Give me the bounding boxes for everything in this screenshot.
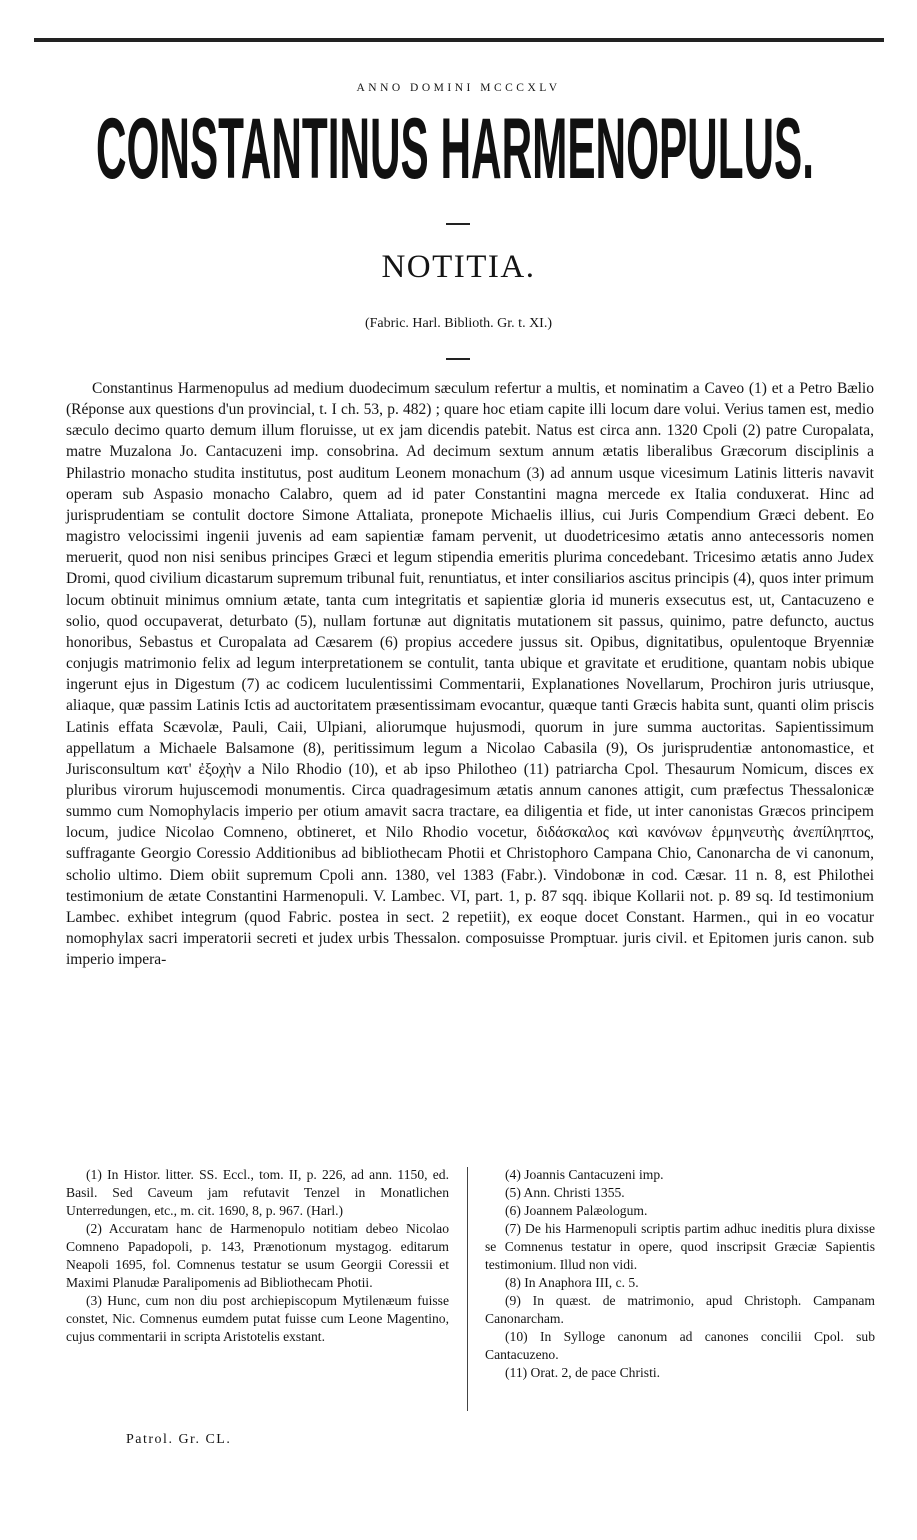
footnote-7: (7) De his Harmenopuli scriptis partim adhuc ineditis plura dixisse se Comnenus testatur in opere, quod inscripsit Græciæ Sapientis testimonium. Illud non vidi.	[485, 1221, 875, 1272]
top-rule	[34, 38, 884, 42]
footnotes-left-column	[66, 1166, 449, 1346]
footnote-11: (11) Orat. 2, de pace Christi.	[505, 1365, 661, 1380]
footnote-8: (8) In Anaphora III, c. 5.	[505, 1275, 639, 1290]
ornament-dash-2	[446, 358, 470, 360]
footnote-column-divider	[467, 1167, 468, 1411]
footnote-6: (6) Joannem Palæologum.	[505, 1203, 648, 1218]
footnote-5: (5) Ann. Christi 1355.	[505, 1185, 625, 1200]
main-title-text: CONSTANTINUS HARMENOPULUS.	[96, 101, 814, 190]
footnote-10: (10) In Sylloge canonum ad canones concilii Cpol. sub Cantacuzeno.	[485, 1329, 875, 1362]
footnote-9: (9) In quæst. de matrimonio, apud Christoph. Campanam Canonarcham.	[485, 1293, 875, 1326]
main-title	[96, 100, 821, 190]
body-paragraph: Constantinus Harmenopulus ad medium duodecimum sæculum refertur a multis, et nominatim a Caveo (1) et a Petro Bælio (Réponse aux questions d'un provincial, t. I ch. 53, p. 482) ; quare hoc etiam capite illi locum dare volui. Verius tamen est, medio sæculo decimo quarto demum illum floruisse, ut ex jam dicendis patebit. Natus est circa ann. 1320 Cpoli (2) patre Curopalata, matre Muzalona Jo. Cantacuzeni imp. consobrina. Ad decimum sextum annum ætatis liberalibus Græcorum disciplinis a Philastrio monacho studita institutus, post auditum Leonem monachum (3) ad annum usque vicesimum Latinis litteris navavit operam sub Aspasio monacho Calabro, quem ad id pater Constantini magna mercede ex Italia conduxerat. Hinc ad jurisprudentiam se contulit doctore Simone Attaliata, pronepote Michaelis illius, cui Juris Compendium Græci debent. Eo magistro velocissimi ingenii juvenis ad eam sapientiæ famam pervenit, ut duodetricesimo ætatis anno antecessoris nomen meruerit, quod non nisi senibus principes Græci et legum stipendia emeritis plurima concedebant. Tricesimo ætatis anno Judex Dromi, quod civilium dicastarum supremum tribunal fuit, renuntiatus, et inter consiliarios ascitus principis (4), quos inter primum locum obtinuit minimus omnium ætate, tanta cum integritatis et sapientiæ gloria id muneris exsecutus est, ut, Cantacuzeno e solio, quod occupaverat, deturbato (5), nullam fortunæ aut dignitatis mutationem sit passus, quinimo, patre defuncto, auctus honoribus, Sebastus et Curopalata ad Cæsarem (6) propius accedere jussus sit. Opibus, dignitatibus, opulentoque Bryenniæ conjugis matrimonio felix ad legum interpretationem se contulit, tanta ubique et gravitate et eruditione, quantam nobis ubique ingerunt ejus in Digestum (7) ac codicem luculentissimi Commentarii, Explanationes Novellarum, Prochiron juris utriusque, aliaque, quæ passim Latinis Ictis ad auctoritatem præsentissimam evocantur, quæque tanti Græcis habita sunt, quanti olim priscis Latinis effata Scævolæ, Pauli, Caii, Ulpiani, aliorumque hujusmodi, quorum in jure summa auctoritas. Sapientissimum appellatum a Michaele Balsamone (8), peritissimum legum a Nicolao Cabasila (9), Os jurisprudentiæ antonomastice, et Jurisconsultum κατ' ἐξοχὴν a Nilo Rhodio (10), et ab ipso Philotheo (11) patriarcha Cpol. Thesaurum Nomicum, disces ex pluribus virorum hujuscemodi monumentis. Circa quadragesimum ætatis annum canones attigit, cum præfectus Thessalonicæ summo cum Nomophylacis imperio per otium amavit sacra tractare, ea diligentia et fide, ut inter canonistas Græcos principem locum, judice Nicolao Comneno, obtineret, et Nilo Rhodio vocetur, διδάσκαλος καὶ κανόνων ἑρμηνευτὴς ἀνεπίληπτος, suffragante Georgio Coressio Additionibus ad bibliothecam Photii et Christophoro Campana Chio, Canonarcha de vi canonum, scholio ultimo. Diem obiit supremum Cpoli ann. 1380, vel 1383 (Fabr.). Vindobonæ in cod. Cæsar. 11 n. 8, est Philothei testimonium de ætate Constantini Harmenopuli. V. Lambec. VI, part. 1, p. 87 sqq. ibique Kollarii not. p. 89 sq. Id testimonium Lambec. exhibet integrum (quod Fabric. postea in sect. 2 repetiit), ex eoque docet Constant. Harmen., qui in eo vocatur nomophylax sacri imperatorii secreti et judex urbis Thessalon. composuisse Promptuar. juris civil. et Epitomen juris canon. sub imperio impera-	[66, 380, 874, 969]
section-heading: NOTITIA.	[381, 249, 536, 285]
anno-domini-line: ANNO DOMINI MCCCXLV	[356, 82, 561, 94]
signature-mark: Patrol. Gr. CL.	[126, 1432, 232, 1447]
footnote-1: (1) In Histor. litter. SS. Eccl., tom. II, p. 226, ad ann. 1150, ed. Basil. Sed Caveum jam refutavit Tenzel in Monatlichen Unterredungen, etc., m. cit. 1690, 8, p. 967. (Harl.)	[66, 1167, 449, 1218]
footnote-4: (4) Joannis Cantacuzeni imp.	[505, 1167, 664, 1182]
footnote-2: (2) Accuratam hanc de Harmenopulo notitiam debeo Nicolao Comneno Papadopoli, p. 143, Prænotionum mystagog. editarum Neapoli 1695, fol. Comnenus testatur se usum Georgii Coressii et Maximi Planudæ Paralipomenis ad Bibliothecam Photii.	[66, 1221, 449, 1290]
source-citation: (Fabric. Harl. Biblioth. Gr. t. XI.)	[364, 316, 553, 331]
footnote-3: (3) Hunc, cum non diu post archiepiscopum Mytilenæum fuisse constet, Nic. Comnenus eumdem putat fuisse cum Leone Magentino, cujus commentarii in scripta Aristotelis exstant.	[66, 1293, 449, 1344]
ornament-dash-1	[446, 223, 470, 225]
footnotes-right-column	[485, 1166, 875, 1382]
